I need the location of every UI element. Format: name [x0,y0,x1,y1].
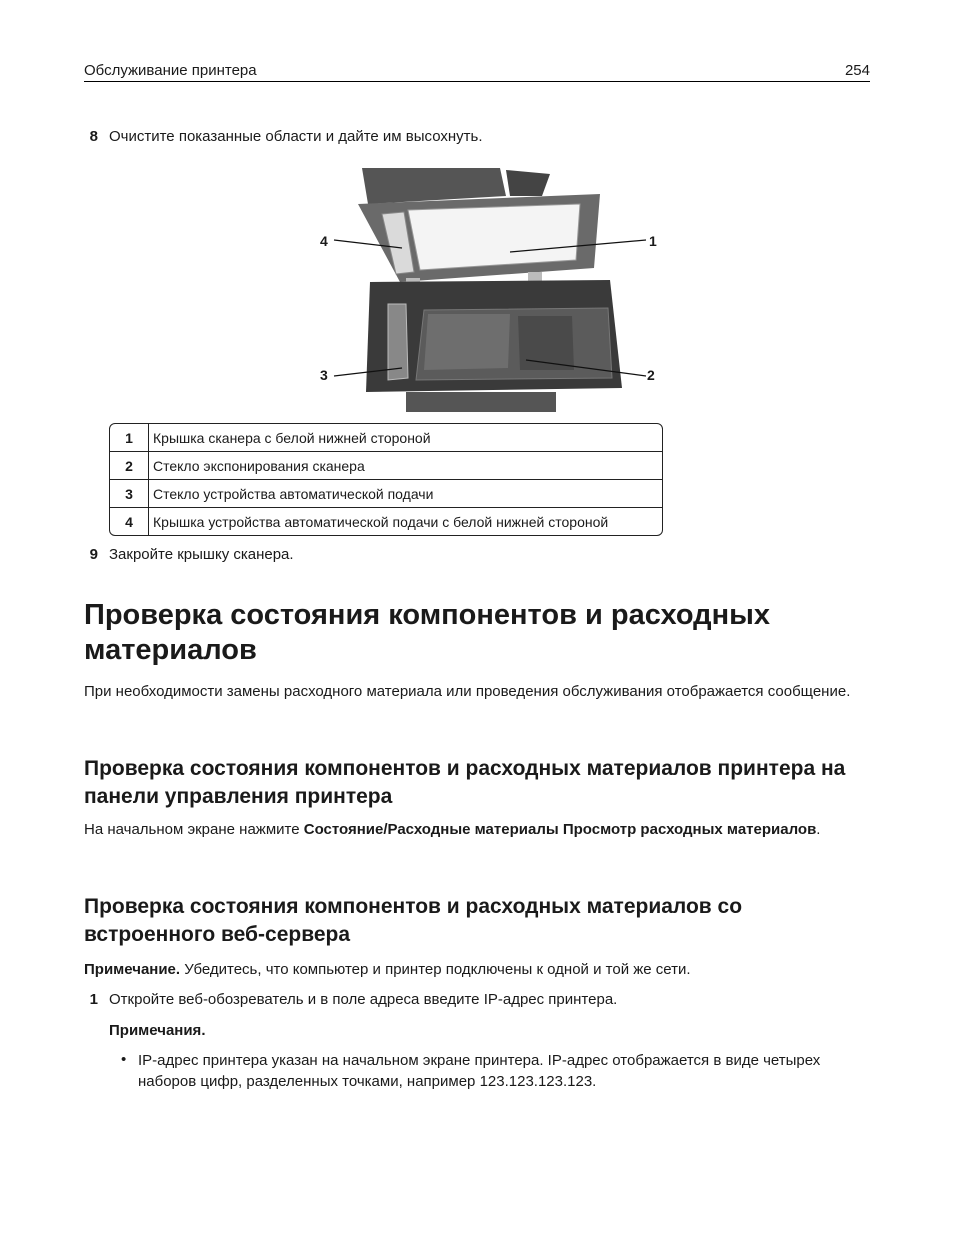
printer-stand [406,392,556,412]
step-number: 9 [89,546,98,563]
callout-1: 1 [649,233,657,249]
page-number: 254 [844,62,870,79]
lid-white-underside [408,204,580,270]
callout-4: 4 [320,233,328,249]
legend-key: 3 [110,480,149,508]
menu-path: Состояние/Расходные материалы Просмотр расходных материалов [303,821,817,838]
section-heading: Проверка состояния компонентов и расходных материалов [84,599,771,666]
output-tray [506,170,550,196]
legend-key: 2 [110,452,149,480]
table-row [110,508,662,535]
note-paragraph [84,959,874,980]
table-row [110,424,662,452]
section-body: При необходимости замены расходного материала или проведения обслуживания отображается сообщение. [84,683,851,700]
notes-label: Примечания. [109,1022,206,1039]
step-number: 1 [89,991,98,1008]
subsection-heading-web-server: Проверка состояния компонентов и расходных материалов со встроенного веб-сервера [84,895,743,946]
step-number: 8 [89,128,98,145]
step-text: Очистите показанные области и дайте им высохнуть. [109,128,483,145]
running-header-title: Обслуживание принтера [84,62,257,79]
instruction-end: . [816,821,821,838]
legend-text: Стекло устройства автоматической подачи [149,480,662,508]
callout-2: 2 [647,367,655,383]
legend-text: Крышка устройства автоматической подачи с белой нижней стороной [153,513,609,530]
glass-label-area [518,316,574,370]
note-label: Примечание. [84,961,181,978]
step-text: Закройте крышку сканера. [109,546,294,563]
figure-legend-table [109,423,663,536]
legend-text: Крышка сканера с белой нижней стороной [149,424,662,452]
subsection-heading-control-panel: Проверка состояния компонентов и расходных материалов принтера на панели управления принтера [84,757,846,808]
step-text: Откройте веб-обозреватель и в поле адреса введите IP-адрес принтера. [109,991,618,1008]
scanner-drawing [310,156,670,416]
table-row [110,480,662,508]
table-row [110,452,662,480]
header-rule [84,81,870,82]
legend-key: 1 [110,424,149,452]
adf-top [362,168,506,204]
instruction-text: На начальном экране нажмите [84,821,304,838]
scanner-illustration [310,156,670,416]
legend-key: 4 [110,508,149,535]
callout-3: 3 [320,367,328,383]
bullet-icon: • [121,1051,127,1068]
note-text: Убедитесь, что компьютер и принтер подключены к одной и той же сети. [180,961,691,978]
legend-text: Стекло экспонирования сканера [149,452,662,480]
bullet-text: IP-адрес принтера указан на начальном экране принтера. IP-адрес отображается в виде четырех наборов цифр, разделенных точками, например 123.123.123.123. [138,1052,821,1090]
glass-reflection [424,314,510,370]
control-panel-instructions [84,819,874,840]
